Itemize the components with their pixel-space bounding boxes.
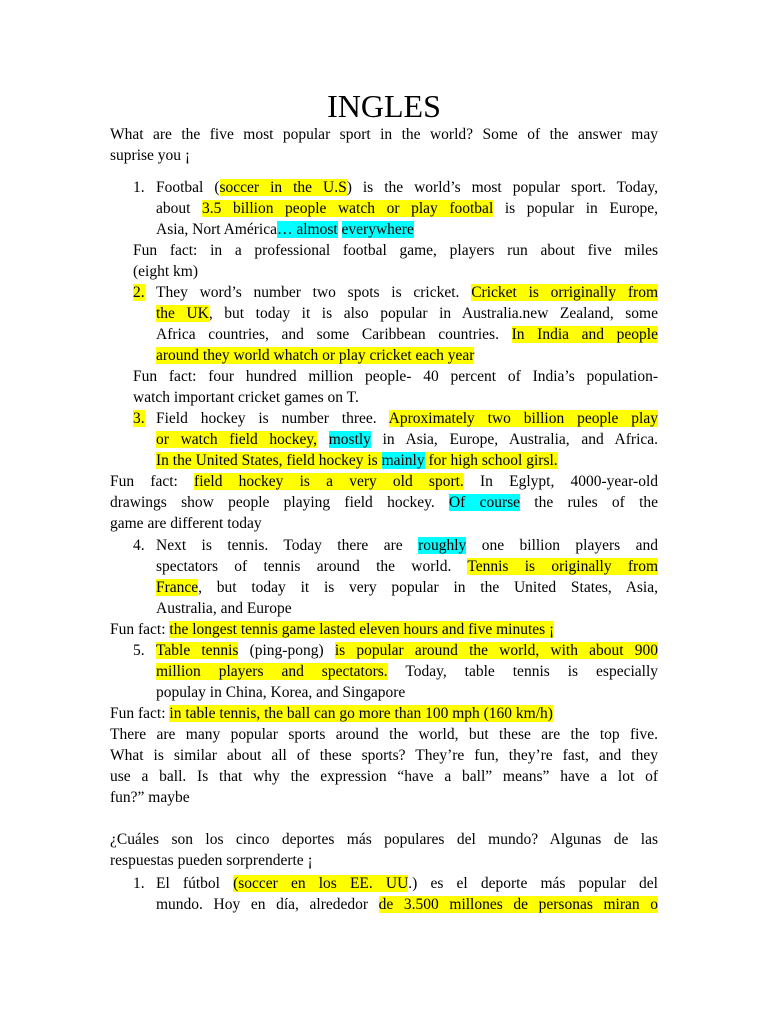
fun-fact-line: Fun fact: field hockey is a very old sport. In Eglypt, 4000-year-old xyxy=(110,473,658,490)
highlight: mostly xyxy=(328,431,371,448)
intro-line: suprise you ¡ xyxy=(110,147,191,164)
closing-line: fun?” maybe xyxy=(110,789,190,806)
highlight: for high school girsl. xyxy=(424,452,558,469)
list-item-line: or watch field hockey, mostly in Asia, Europe, Australia, and Africa. xyxy=(156,431,659,448)
page-title: INGLES xyxy=(327,88,441,124)
list-item-line: Asia, Nort América… almost everywhere xyxy=(156,221,414,238)
list-item-line: Table tennis (ping-pong) is popular around the world, with about 900 xyxy=(156,642,658,659)
list-item-line: million players and spectators. Today, table tennis is especially xyxy=(156,663,658,680)
list-item-line: the UK, but today it is also popular in Australia.new Zealand, some xyxy=(156,305,658,322)
highlight: in table tennis, the ball can go more than 100 mph (160 km/h) xyxy=(169,705,553,722)
highlight: Of course xyxy=(448,494,521,511)
highlight: 3.5 billion people watch or play footbal xyxy=(202,200,494,217)
list-number: 2. xyxy=(133,284,145,301)
highlight: Aproximately two billion people play xyxy=(388,410,658,427)
spanish-intro-line: ¿Cuáles son los cinco deportes más populares del mundo? Algunas de las xyxy=(110,831,658,848)
list-item-line: populay in China, Korea, and Singapore xyxy=(156,684,406,701)
highlight: In India and people xyxy=(511,326,658,343)
highlight: the longest tennis game lasted eleven hours and five minutes ¡ xyxy=(169,621,555,638)
list-item-line: They word’s number two spots is cricket. Cricket is orriginally from xyxy=(156,284,658,301)
fun-fact-line: Fun fact: in a professional footbal game, players run about five miles xyxy=(133,242,658,259)
highlight: … almost xyxy=(276,221,338,238)
highlight: everywhere xyxy=(341,221,414,238)
fun-fact-line: Fun fact: the longest tennis game lasted eleven hours and five minutes ¡ xyxy=(110,621,555,638)
list-item-line: Next is tennis. Today there are roughly one billion players and xyxy=(156,537,658,554)
spanish-intro-line: respuestas pueden sorprenderte ¡ xyxy=(110,852,313,869)
highlight: France xyxy=(156,579,199,596)
highlight: soccer in the U.S xyxy=(219,179,347,196)
fun-fact-line: drawings show people playing field hockey. Of course the rules of the xyxy=(110,494,659,511)
list-item-line: France, but today it is very popular in the United States, Asia, xyxy=(156,579,658,596)
list-item-line: El fútbol (soccer en los EE. UU.) es el deporte más popular del xyxy=(156,875,658,892)
highlight: field hockey is a very old sport. xyxy=(194,473,464,490)
closing-line: What is similar about all of these sports? They’re fun, they’re fast, and they xyxy=(110,747,658,764)
highlight: mainly xyxy=(381,452,425,469)
closing-line: There are many popular sports around the world, but these are the top five. xyxy=(110,726,658,743)
fun-fact-line: game are different today xyxy=(110,515,262,532)
highlight: million players and spectators. xyxy=(156,663,388,680)
list-item-line: Africa countries, and some Caribbean countries. In India and people xyxy=(156,326,658,343)
list-item-line xyxy=(156,345,658,366)
fun-fact-line: Fun fact: in table tennis, the ball can go more than 100 mph (160 km/h) xyxy=(110,705,553,722)
list-item-line xyxy=(156,450,658,471)
list-item-line: mundo. Hoy en día, alrededor de 3.500 millones de personas miran o xyxy=(156,896,658,913)
highlight: In the United States, field hockey is xyxy=(156,452,382,469)
list-item-line: spectators of tennis around the world. Tennis is originally from xyxy=(156,558,659,575)
fun-fact-line: watch important cricket games on T. xyxy=(133,389,359,406)
highlight: (soccer en los EE. UU xyxy=(233,875,409,892)
fun-fact-line: Fun fact: four hundred million people- 40 percent of India’s population- xyxy=(133,368,658,385)
list-number: 5. xyxy=(133,642,145,659)
list-number: 4. xyxy=(133,537,145,554)
highlight: roughly xyxy=(418,537,467,554)
highlight: around they world whatch or play cricket each year xyxy=(156,347,475,364)
intro-line: What are the five most popular sport in the world? Some of the answer may xyxy=(110,126,658,143)
highlight: the UK xyxy=(156,305,209,322)
list-number: 1. xyxy=(133,875,145,892)
closing-line: use a ball. Is that why the expression “have a ball” means” have a lot of xyxy=(110,768,658,785)
list-number: 1. xyxy=(133,179,145,196)
list-item-line: Field hockey is number three. Aproximately two billion people play xyxy=(156,410,658,427)
highlight: de 3.500 millones de personas miran o xyxy=(378,896,658,913)
list-item-line: Footbal (soccer in the U.S) is the world’s most popular sport. Today, xyxy=(156,179,659,196)
highlight: is popular around the world, with about 900 xyxy=(334,642,658,659)
list-item-line: Australia, and Europe xyxy=(156,600,292,617)
highlight: Tennis is originally from xyxy=(467,558,659,575)
highlight: or watch field hockey, xyxy=(156,431,318,448)
list-number: 3. xyxy=(133,410,145,427)
highlight: Cricket is orriginally from xyxy=(471,284,658,301)
highlight: Table tennis xyxy=(156,642,239,659)
fun-fact-line: (eight km) xyxy=(133,263,198,280)
list-item-line: about 3.5 billion people watch or play footbal is popular in Europe, xyxy=(156,200,658,217)
